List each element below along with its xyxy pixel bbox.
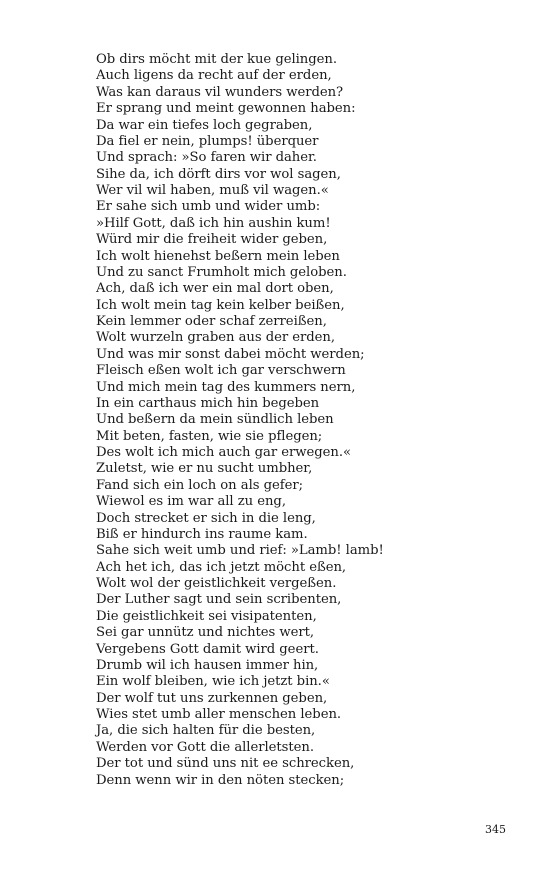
poem-line: Und sprach: »So faren wir daher. [96,150,317,166]
poem-line: Da war ein tiefes loch gegraben, [96,117,313,133]
poem-line: Wies stet umb aller menschen leben. [96,707,342,722]
poem-line: Ich wolt hienehst beßern mein leben [96,248,340,264]
poem-line: Der tot und sünd uns nit ee schrecken, [96,756,355,772]
poem-line: Doch strecket er sich in die leng, [96,510,316,526]
poem-line: Und was mir sonst dabei möcht werden; [96,346,365,362]
poem-line: Wer vil wil haben, muß vil wagen.« [96,183,329,198]
poem-line: Zuletst, wie er nu sucht umbher, [96,461,313,477]
poem-line: Mit beten, fasten, wie sie pflegen; [96,428,323,444]
poem-line: »Hilf Gott, daß ich hin aushin kum! [96,215,331,231]
poem-line: Ach het ich, das ich jetzt möcht eßen, [96,559,347,575]
poem-line: Ich wolt mein tag kein kelber beißen, [96,297,345,313]
poem-line: Er sprang und meint gewonnen haben: [96,101,356,117]
poem-line: Wolt wurzeln graben aus der erden, [96,330,335,346]
poem-line: Werden vor Gott die allerletsten. [96,739,314,755]
poem-line: Und zu sanct Frumholt mich geloben. [96,264,347,280]
poem-line: Ach, daß ich wer ein mal dort oben, [96,281,334,297]
poem-line: Vergebens Gott damit wird geert. [96,641,319,657]
poem-line: Ein wolf bleiben, wie ich jetzt bin.« [96,674,330,690]
poem-line: Drumb wil ich hausen immer hin, [96,657,319,673]
poem-line: Sihe da, ich dörft dirs vor wol sagen, [96,166,341,182]
poem-line: Fleisch eßen wolt ich gar verschwern [96,363,346,379]
poem-line: Was kan daraus vil wunders werden? [96,84,344,100]
poem-line: Biß er hindurch ins raume kam. [96,526,308,542]
poem-line: Auch ligens da recht auf der erden, [96,68,332,84]
poem-line: Und beßern da mein sündlich leben [96,412,334,428]
poem-line: In ein carthaus mich hin begeben [96,395,320,411]
poem-line: Fand sich ein loch on als gefer; [96,477,303,493]
poem-line: Kein lemmer oder schaf zerreißen, [96,314,327,329]
poem-line: Sahe sich weit umb und rief: »Lamb! lamb! [96,543,384,559]
poem-line: Da fiel er nein, plumps! überquer [96,133,319,149]
poem-line: Wolt wol der geistlichkeit vergeßen. [96,576,337,591]
poem-line: Des wolt ich mich auch gar erwegen.« [96,445,351,460]
poem-text [96,52,384,789]
poem-line: Ja, die sich halten für die besten, [96,723,316,739]
page-number: 345 [485,823,506,836]
poem-line: Sei gar unnütz und nichtes wert, [96,625,315,641]
poem-line: Wiewol es im war all zu eng, [96,494,286,510]
poem-line: Denn wenn wir in den nöten stecken; [96,772,345,788]
poem-line: Der Luther sagt und sein scribenten, [96,592,342,608]
poem-line: Und mich mein tag des kummers nern, [96,379,356,395]
poem-line: Würd mir die freiheit wider geben, [96,232,328,248]
poem-line: Der wolf tut uns zurkennen geben, [96,690,328,706]
poem-line: Die geistlichkeit sei visipatenten, [96,608,317,624]
poem-line: Ob dirs möcht mit der kue gelingen. [96,52,337,67]
poem-line: Er sahe sich umb und wider umb: [96,199,321,215]
